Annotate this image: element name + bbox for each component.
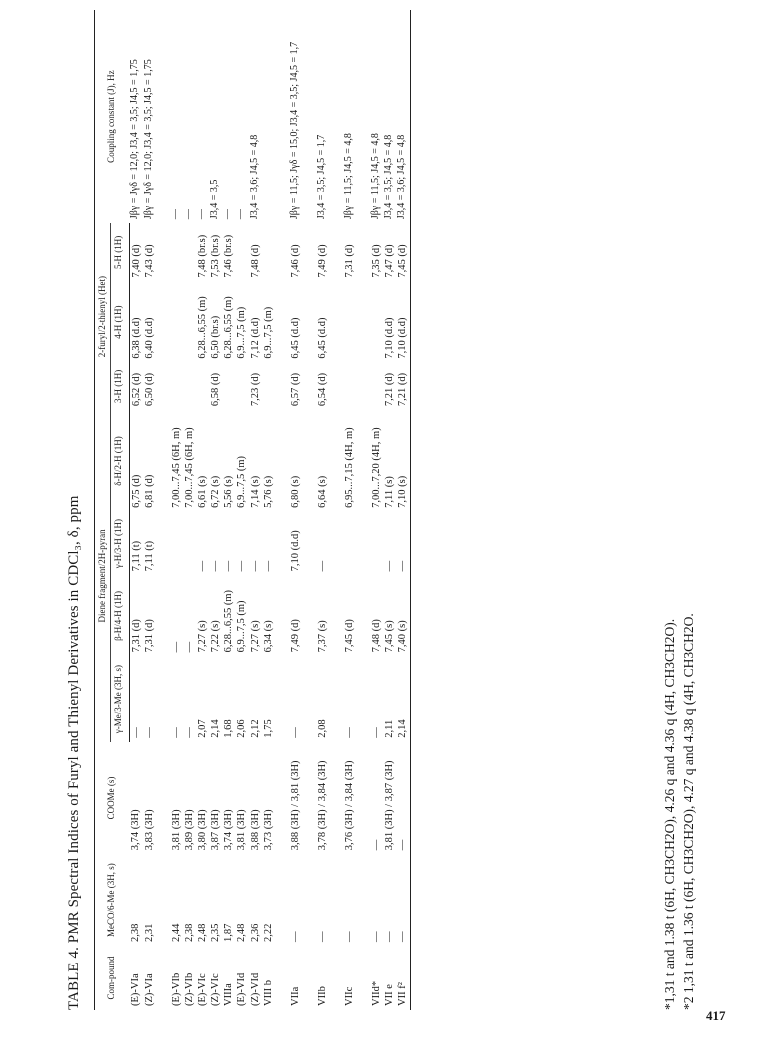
table-cell-bh: 6,34 (s) [262, 620, 274, 653]
table-cell-h3: 6,57 (d) [289, 372, 301, 407]
table-cell-meco: 2,44 [170, 923, 182, 942]
table-cell-h5: 7,48 (d) [249, 244, 261, 278]
table-cell-meco: — [289, 931, 301, 942]
table-cell-h4: 6,28...6,55 (m) [197, 296, 208, 359]
table-cell-h3: 7,21 (d) [396, 363, 410, 410]
table-cell-gme: — [371, 727, 383, 738]
table-cell-bh: — [183, 641, 195, 653]
table-cell-j: Jβγ = 11,5; J4,5 = 4,8 [343, 133, 354, 220]
table-cell-j: — [169, 209, 181, 220]
table-cell-gme: 2,08 [316, 719, 328, 738]
table-cell-coome: 3,74 (3H) [130, 809, 141, 851]
table-cell-bh: 7,37 (s) [316, 620, 328, 653]
table-cell-bh: 7,45 (d) [344, 619, 355, 653]
table-cell-gh [183, 512, 196, 576]
table-cell-meco: — [371, 931, 383, 942]
table-cell-h5: 7,45 (d) [396, 223, 410, 282]
table-cell-coome: 3,78 (3H) / 3,84 (3H) [316, 760, 328, 851]
table-cell-gme: — [289, 727, 301, 738]
header-5h: 5-H (1H) [113, 235, 124, 270]
table-cell-bh: 7,40 (s) [396, 575, 410, 656]
table-cell-h3 [343, 363, 356, 410]
table-cell-h5: 7,48 (br.s) [197, 234, 208, 278]
table-cell-gh: 7,11 (t) [130, 540, 142, 572]
table-cell-meco: 2,31 [143, 923, 155, 942]
table-cell-cpd: (E)-VId [236, 972, 248, 1006]
table-cell-h4: 6,9...7,5 (m) [262, 306, 274, 359]
table-cell-j: — [196, 209, 207, 220]
table-cell-gme: 2,12 [249, 719, 261, 738]
table-cell-dh: 6,80 (s) [289, 475, 301, 508]
table-cell-cpd: VII e [384, 984, 396, 1006]
table-cell-dh: 5,56 (s) [223, 475, 235, 508]
table-cell-h5 [262, 223, 275, 282]
table-cell-j: — [235, 209, 247, 220]
table-cell-cpd: VIId* [371, 980, 383, 1006]
table-cell-gme: 1,75 [262, 719, 274, 738]
table-cell-gme: — [344, 727, 355, 738]
table-cell-bh: 7,45 (s) [384, 620, 396, 653]
table-cell-dh: 7,10 (s) [396, 410, 410, 512]
table-cell-coome: 3,80 (3H) [197, 809, 208, 851]
table-cell-gme: — [170, 727, 182, 738]
table-row [209, 10, 222, 1010]
table-cell-gme: 2,14 [210, 719, 222, 738]
table-cell-bh: 6,28...6,55 (m) [223, 589, 235, 653]
table-row [196, 10, 209, 1010]
table-cell-h5 [235, 223, 248, 282]
table-cell-h4 [343, 282, 356, 363]
table-row [129, 10, 143, 1010]
table-cell-h3 [222, 363, 235, 410]
table-cell-h5: 7,46 (br.s) [223, 234, 235, 278]
table-cell-dh: 6,9...7,5 (m) [236, 455, 248, 508]
table-cell-h3 [370, 363, 383, 410]
table-cell-h3 [196, 363, 209, 410]
table-cell-coome: 3,81 (3H) / 3,87 (3H) [384, 760, 396, 851]
table-cell-coome: 3,89 (3H) [183, 809, 195, 851]
table-cell-dh: 7,11 (s) [384, 476, 396, 508]
table-cell-h3 [183, 363, 196, 410]
table-cell-gh: — [223, 560, 235, 572]
table-cell-bh: 7,22 (s) [210, 620, 222, 653]
table-cell-gme: 2,07 [197, 719, 208, 738]
table-cell-h5 [183, 223, 196, 282]
table-cell-gh: — [396, 512, 410, 576]
table-cell-j: Jβγ = 11,5; Jγδ = 15,0; J3,4 = 3,5; J4,5 = 1,7 [288, 41, 300, 220]
table-cell-bh: 6,9...7,5 (m) [236, 600, 248, 653]
table-cell-h3 [262, 363, 275, 410]
header-gamma-me: γ-Me/3-Me (3H, s) [113, 664, 124, 734]
row-spacer [302, 10, 316, 1010]
table-cell-dh: 7,14 (s) [249, 475, 261, 508]
row-spacer [356, 10, 370, 1010]
table-cell-meco: — [396, 854, 410, 946]
table-row [316, 10, 329, 1010]
table-cell-gme: 1,68 [223, 719, 235, 738]
table-cell-cpd: (E)-VIc [197, 973, 208, 1006]
table-cell-gme: — [130, 727, 142, 738]
table-row [396, 10, 410, 1010]
table-cell-h4: 7,10 (d.d) [396, 282, 410, 363]
table-cell-bh: 7,31 (d) [143, 619, 155, 653]
pmr-table [94, 10, 411, 1010]
table-cell-meco: — [384, 931, 396, 942]
table-cell-h3: 6,54 (d) [316, 372, 328, 407]
table-cell-dh: 7,00...7,45 (6H, m) [170, 427, 182, 508]
table-cell-bh: 7,31 (d) [130, 619, 142, 653]
table-cell-h4: 6,50 (br.s) [210, 315, 222, 359]
table-cell-gh: 7,10 (d.d) [289, 530, 301, 572]
table-row [289, 10, 302, 1010]
table-cell-h4: 7,12 (d.d) [249, 317, 261, 359]
table-cell-h4: 6,9...7,5 (m) [236, 306, 248, 359]
table-cell-h4 [183, 282, 196, 363]
table-cell-cpd: (Z)-VIc [210, 973, 222, 1006]
table-cell-meco: 2,22 [262, 923, 274, 942]
footnote-1: *1,31 t and 1.38 t (6H, CH3CH2O), 4.26 q and 4.36 q (4H, CH3CH2O). [662, 618, 677, 1010]
header-het-group: 2-furyl/2-thienyl (Het) [95, 223, 111, 410]
table-cell-meco: 2,48 [197, 923, 208, 942]
table-cell-h5: 7,47 (d) [384, 244, 396, 278]
table-cell-meco: 2,38 [183, 923, 195, 942]
table-cell-cpd: VIIb [316, 986, 328, 1006]
header-gamma-h: γ-H/3-H (1H) [113, 519, 124, 569]
table-cell-meco: — [316, 931, 328, 942]
table-cell-meco: 2,36 [249, 923, 261, 942]
table-cell-h4: 6,28...6,55 (m) [223, 296, 235, 359]
table-cell-h4: 6,45 (d.d) [289, 317, 301, 359]
table-cell-bh: 7,27 (s) [197, 620, 208, 653]
table-cell-meco: — [344, 931, 355, 942]
table-row [183, 10, 196, 1010]
table-cell-j: Jβγ = 11,5; J4,5 = 4,8 [370, 133, 382, 220]
header-3h: 3-H (1H) [113, 369, 124, 403]
table-cell-h3: 7,21 (d) [384, 372, 396, 407]
table-cell-gh [370, 512, 383, 576]
table-cell-dh: 6,61 (s) [197, 475, 208, 508]
table-cell-h3 [235, 363, 248, 410]
table-cell-gh: — [210, 560, 222, 572]
table-cell-gh: — [384, 560, 396, 572]
table-cell-bh: 7,27 (s) [249, 620, 261, 653]
table-cell-dh: 7,00...7,45 (6H, m) [183, 427, 195, 508]
row-spacer [329, 10, 343, 1010]
table-cell-coome: 3,83 (3H) [143, 809, 155, 851]
table-cell-j: Jβγ = Jγδ = 12,0; J3,4 = 3,5; J4,5 = 1,75 [129, 59, 140, 220]
table-row [383, 10, 396, 1010]
rotated-table-page [18, 10, 758, 1010]
table-cell-j: Jβγ = Jγδ = 12,0; J3,4 = 3,5; J4,5 = 1,75 [142, 59, 154, 220]
table-cell-meco: 2,38 [130, 923, 141, 942]
table-caption: TABLE 4. PMR Spectral Indices of Furyl and Thienyl Derivatives in CDCl₃, δ, ppm [66, 495, 82, 1010]
table-cell-dh: 6,64 (s) [316, 475, 328, 508]
table-cell-j: J3,4 = 3,5; J4,5 = 1,7 [315, 134, 327, 220]
header-4h: 4-H (1H) [113, 305, 124, 339]
table-cell-dh: 5,76 (s) [262, 475, 274, 508]
table-row [249, 10, 262, 1010]
table-cell-gme: — [143, 727, 155, 738]
table-cell-h4 [370, 282, 383, 363]
table-cell-dh: 6,81 (d) [143, 474, 155, 508]
table-cell-j: J3,4 = 3,5; J4,5 = 4,8 [383, 134, 395, 220]
table-cell-gh [343, 512, 356, 576]
table-cell-coome: 3,87 (3H) [210, 809, 222, 851]
table-cell-h5: 7,40 (d) [130, 244, 142, 278]
header-coupling: Coupling constant (J), Hz [95, 10, 130, 223]
table-cell-j: J3,4 = 3,6; J4,5 = 4,8 [396, 10, 410, 223]
table-cell-gme: 2,11 [384, 719, 396, 738]
table-cell-gh: 7,11 (t) [143, 540, 155, 572]
table-cell-gme: — [183, 727, 195, 738]
table-row [170, 10, 183, 1010]
table-cell-coome: — [396, 742, 410, 855]
header-delta-h: δ-H/2-H (1H) [113, 436, 124, 486]
table-cell-bh: — [170, 641, 182, 653]
table-cell-h5: 7,46 (d) [289, 244, 301, 278]
table-cell-gh: — [197, 560, 208, 572]
table-cell-coome: 3,88 (3H) / 3,81 (3H) [289, 760, 301, 851]
table-cell-j: — [182, 209, 194, 220]
table-row [343, 10, 356, 1010]
table-cell-dh: 6,75 (d) [130, 474, 142, 508]
table-cell-h3 [170, 363, 183, 410]
table-cell-h5: 7,43 (d) [143, 244, 155, 278]
table-cell-cpd: (Z)-VId [249, 972, 261, 1006]
table-cell-h4: 6,40 (d.d) [143, 317, 155, 359]
table-cell-bh: 7,48 (d) [371, 619, 383, 653]
table-cell-cpd: (Z)-VIb [183, 972, 195, 1006]
table-body [129, 10, 410, 1010]
footnote-2: *2 1,31 t and 1.36 t (6H, CH3CH2O), 4.27 q and 4.38 q (4H, CH3CH2O. [681, 613, 696, 1010]
header-beta-h: β-H/4-H (1H) [113, 590, 124, 641]
table-cell-h3: 6,58 (d) [210, 372, 222, 407]
table-cell-h4: 6,45 (d.d) [316, 317, 328, 359]
table-cell-j: J3,4 = 3,6; J4,5 = 4,8 [248, 134, 260, 220]
table-cell-h5 [170, 223, 183, 282]
table-cell-cpd: VIIc [344, 986, 355, 1006]
table-cell-dh: 7,00...7,20 (4H, m) [371, 427, 383, 508]
table-cell-cpd: VIIIa [223, 983, 235, 1006]
header-meco: MeCO/6-Me (3H, s) [95, 854, 130, 946]
header-diene-group: Diene fragment/2H-pyran [95, 410, 111, 742]
table-cell-h3: 6,50 (d) [143, 372, 155, 407]
row-spacer [275, 10, 289, 1010]
table-cell-cpd: (E)-VIa [130, 973, 141, 1006]
table-cell-j: J3,4 = 3,5 [209, 179, 221, 220]
table-cell-gh: — [236, 560, 248, 572]
table-cell-dh: 6,72 (s) [210, 475, 222, 508]
table-cell-h4 [170, 282, 183, 363]
table-row [262, 10, 275, 1010]
table-cell-gme: 2,14 [396, 656, 410, 741]
table-cell-coome: 3,81 (3H) [170, 809, 182, 851]
table-cell-gh [170, 512, 183, 576]
table-cell-j: — [222, 209, 234, 220]
table-row [143, 10, 156, 1010]
table-cell-cpd: VII f² [396, 946, 410, 1010]
table-cell-coome: — [371, 839, 383, 851]
row-spacer [156, 10, 170, 1010]
table-cell-h5: 7,35 (d) [371, 244, 383, 278]
table-cell-cpd: (E)-VIb [170, 972, 182, 1006]
table-cell-meco: 2,48 [236, 923, 248, 942]
table-cell-meco: 1,87 [223, 923, 235, 942]
table-cell-bh: 7,49 (d) [289, 619, 301, 653]
header-coome: COOMe (s) [95, 742, 130, 855]
table-cell-h4: 6,38 (d.d) [130, 317, 142, 359]
table-cell-cpd: VIII b [262, 980, 274, 1006]
table-cell-coome: 3,76 (3H) / 3,84 (3H) [344, 760, 355, 851]
header-compound: Com-pound [95, 946, 130, 1010]
table-row [235, 10, 248, 1010]
table-cell-coome: 3,74 (3H) [223, 809, 235, 851]
table-cell-gh: — [262, 560, 274, 572]
table-cell-gme: 2,06 [236, 719, 248, 738]
table-cell-meco: 2,35 [210, 923, 222, 942]
table-row [222, 10, 235, 1010]
table-row [370, 10, 383, 1010]
table-cell-gh: — [249, 560, 261, 572]
table-cell-coome: 3,88 (3H) [249, 809, 261, 851]
table-cell-coome: 3,81 (3H) [236, 809, 248, 851]
table-cell-j [262, 10, 275, 223]
table-cell-h3: 6,52 (d) [130, 372, 142, 407]
page-number: 417 [706, 1008, 726, 1023]
table-cell-coome: 3,73 (3H) [262, 809, 274, 851]
table-cell-h5: 7,49 (d) [316, 244, 328, 278]
table-cell-cpd: VIIa [289, 986, 301, 1006]
table-cell-h5: 7,53 (br.s) [210, 234, 222, 278]
table-cell-cpd: (Z)-VIa [143, 973, 155, 1006]
table-cell-dh: 6,95...7,15 (4H, m) [344, 427, 355, 508]
table-cell-h4: 7,10 (d.d) [384, 317, 396, 359]
table-cell-gh: — [316, 560, 328, 572]
table-cell-h5: 7,31 (d) [344, 244, 355, 278]
table-cell-h3: 7,23 (d) [249, 372, 261, 407]
